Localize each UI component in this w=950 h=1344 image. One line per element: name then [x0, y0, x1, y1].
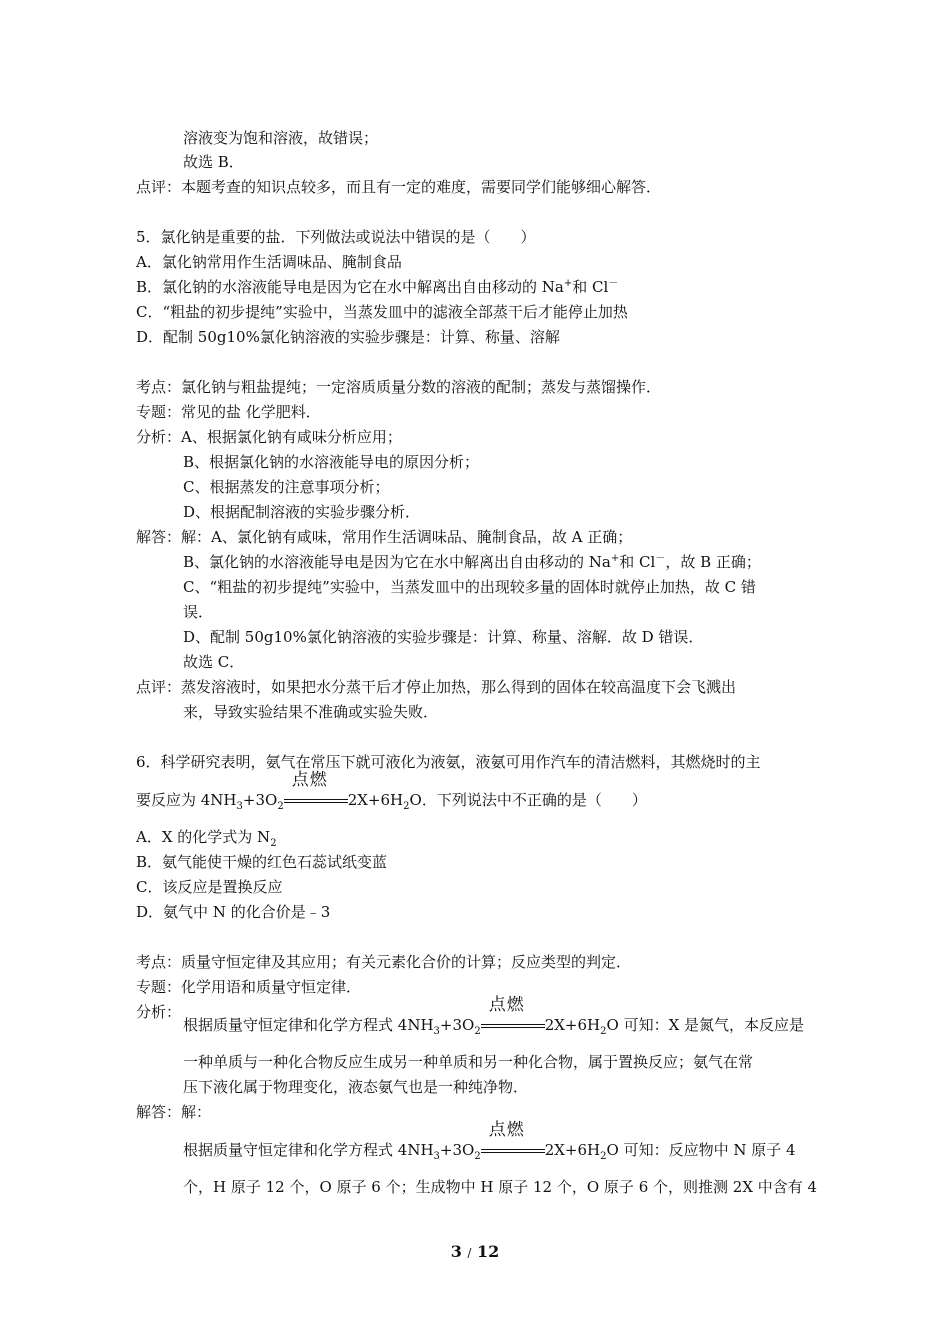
analysis-text: A、根据氯化钠有咸味分析应用； [181, 428, 402, 446]
text: 2X+6H [347, 791, 404, 809]
equals-bar [481, 1027, 545, 1028]
q5-analysis-d: D、根据配制溶液的实验步骤分析． [183, 503, 421, 521]
text: O 可知：X 是氮气，本反应是 [606, 1016, 805, 1034]
subscript: 2 [600, 1151, 607, 1162]
q6-stem: 6．科学研究表明，氨气在常压下就可液化为液氨，液氨可用作汽车的清洁燃料，其燃烧时的主 [136, 753, 761, 771]
q6-answer-cont: 个，H 原子 12 个，O 原子 6 个；生成物中 H 原子 12 个，O 原子 6 个，则推测 2X 中含有 4 [183, 1178, 818, 1196]
subscript: 3 [433, 1026, 440, 1037]
q6-option-d: D．氨气中 N 的化合价是﹣3 [136, 903, 331, 921]
equals-bar [481, 1024, 545, 1025]
subscript: 2 [600, 1026, 607, 1037]
ignition-condition: 点燃 [291, 770, 328, 790]
subscript: 2 [474, 1026, 481, 1037]
text: O 可知：反应物中 N 原子 4 [606, 1141, 796, 1159]
q5-answer-c-cont: 误． [183, 603, 214, 621]
equals-bar [481, 1152, 545, 1153]
text: 2X+6H [544, 1141, 601, 1159]
text: ．下列说法中不正确的是（ ） [421, 791, 647, 809]
q6-option-a [136, 827, 277, 847]
analysis-label: 分析： [136, 428, 182, 446]
prev-conclusion: 故选 B． [183, 153, 244, 171]
q5-answer-c: C、“粗盐的初步提纯”实验中，当蒸发皿中的出现较多量的固体时就停止加热，故 C 错 [183, 578, 756, 596]
equals-bar [284, 802, 348, 803]
q5-conclusion: 故选 C． [183, 653, 245, 671]
equals-bar [284, 799, 348, 800]
q6-option-c: C．该反应是置换反应 [136, 878, 283, 896]
page-number [0, 1242, 950, 1261]
comment-text: 本题考查的知识点较多，而且有一定的难度，需要同学们能够细心解答． [181, 178, 662, 196]
subscript: 3 [236, 801, 243, 812]
q6-stem-equation [136, 770, 647, 812]
text: +3O [439, 1141, 475, 1159]
q5-answer-d: D、配制 50g10%氯化钠溶液的实验步骤是：计算、称量、溶解．故 D 错误． [183, 628, 704, 646]
text: 和 Cl [572, 278, 609, 296]
q6-option-b: B．氨气能使干燥的红色石蕊试纸变蓝 [136, 853, 388, 871]
text: 要反应为 4NH [136, 791, 237, 809]
q5-option-c: C．“粗盐的初步提纯”实验中，当蒸发皿中的滤液全部蒸干后才能停止加热 [136, 303, 628, 321]
q5-option-d: D．配制 50g10%氯化钠溶液的实验步骤是：计算、称量、溶解 [136, 328, 560, 346]
q5-comment: 点评：蒸发溶液时，如果把水分蒸干后才停止加热，那么得到的固体在较高温度下会飞溅出 [136, 678, 737, 696]
q5-analysis-b: B、根据氯化钠的水溶液能导电的原因分析； [183, 453, 480, 471]
plus-sign: + [563, 278, 573, 289]
total-pages: 12 [477, 1242, 500, 1261]
q6-kaodian: 考点：质量守恒定律及其应用；有关元素化合价的计算；反应类型的判定． [136, 953, 632, 971]
q6-answer-label: 解答：解： [136, 1103, 212, 1121]
text: A．X 的化学式为 N [136, 828, 271, 846]
q5-analysis-c: C、根据蒸发的注意事项分析； [183, 478, 390, 496]
q5-zhuanti: 专题：常见的盐 化学肥料． [136, 403, 321, 421]
q6-analysis-label: 分析： [136, 1003, 182, 1021]
subscript: 2 [270, 838, 277, 849]
q5-stem: 5．氯化钠是重要的盐．下列做法或说法中错误的是（ ） [136, 228, 536, 246]
text: B、氯化钠的水溶液能导电是因为它在水中解离出自由移动的 Na [183, 553, 611, 571]
text: B．氯化钠的水溶液能导电是因为它在水中解离出自由移动的 Na [136, 278, 564, 296]
prev-comment [136, 177, 661, 197]
prev-solution-line: 溶液变为饱和溶液，故错误； [183, 129, 379, 147]
text: O [409, 791, 422, 809]
q6-zhuanti: 专题：化学用语和质量守恒定律． [136, 978, 362, 996]
subscript: 2 [474, 1151, 481, 1162]
q6-analysis-cont: 压下液化属于物理变化，液态氨气也是一种纯净物． [183, 1078, 529, 1096]
comment-label: 点评： [136, 178, 182, 196]
ignition-condition: 点燃 [488, 995, 525, 1015]
q5-answer-b [183, 552, 761, 572]
text: 根据质量守恒定律和化学方程式 4NH [183, 1141, 434, 1159]
subscript: 3 [433, 1151, 440, 1162]
ignition-condition: 点燃 [488, 1120, 525, 1140]
current-page: 3 [450, 1242, 462, 1261]
q5-answer-a: 解答：解：A、氯化钠有咸味，常用作生活调味品、腌制食品，故 A 正确； [136, 528, 633, 546]
q6-answer-equation [183, 1120, 796, 1162]
q5-option-b [136, 277, 618, 297]
q5-option-a: A．氯化钠常用作生活调味品、腌制食品 [136, 253, 402, 271]
reaction-arrow [481, 1120, 545, 1160]
page-separator: / [467, 1246, 472, 1260]
text: ，故 B 正确； [665, 553, 761, 571]
equals-bar [481, 1149, 545, 1150]
q5-kaodian: 考点：氯化钠与粗盐提纯；一定溶质质量分数的溶液的配制；蒸发与蒸馏操作． [136, 378, 662, 396]
text: +3O [242, 791, 278, 809]
reaction-arrow [284, 770, 348, 810]
plus-sign: + [610, 553, 620, 564]
text: 和 Cl [619, 553, 656, 571]
text: 2X+6H [544, 1016, 601, 1034]
q5-comment-cont: 来，导致实验结果不准确或实验失败． [183, 703, 439, 721]
minus-sign: － [608, 278, 619, 289]
q6-analysis-cont: 一种单质与一种化合物反应生成另一种单质和另一种化合物，属于置换反应；氨气在常 [183, 1053, 754, 1071]
q6-analysis-equation [183, 995, 805, 1037]
reaction-arrow [481, 995, 545, 1035]
text: 根据质量守恒定律和化学方程式 4NH [183, 1016, 434, 1034]
text: +3O [439, 1016, 475, 1034]
minus-sign: － [655, 553, 666, 564]
q5-analysis [136, 427, 402, 447]
subscript: 2 [403, 801, 410, 812]
subscript: 2 [277, 801, 284, 812]
